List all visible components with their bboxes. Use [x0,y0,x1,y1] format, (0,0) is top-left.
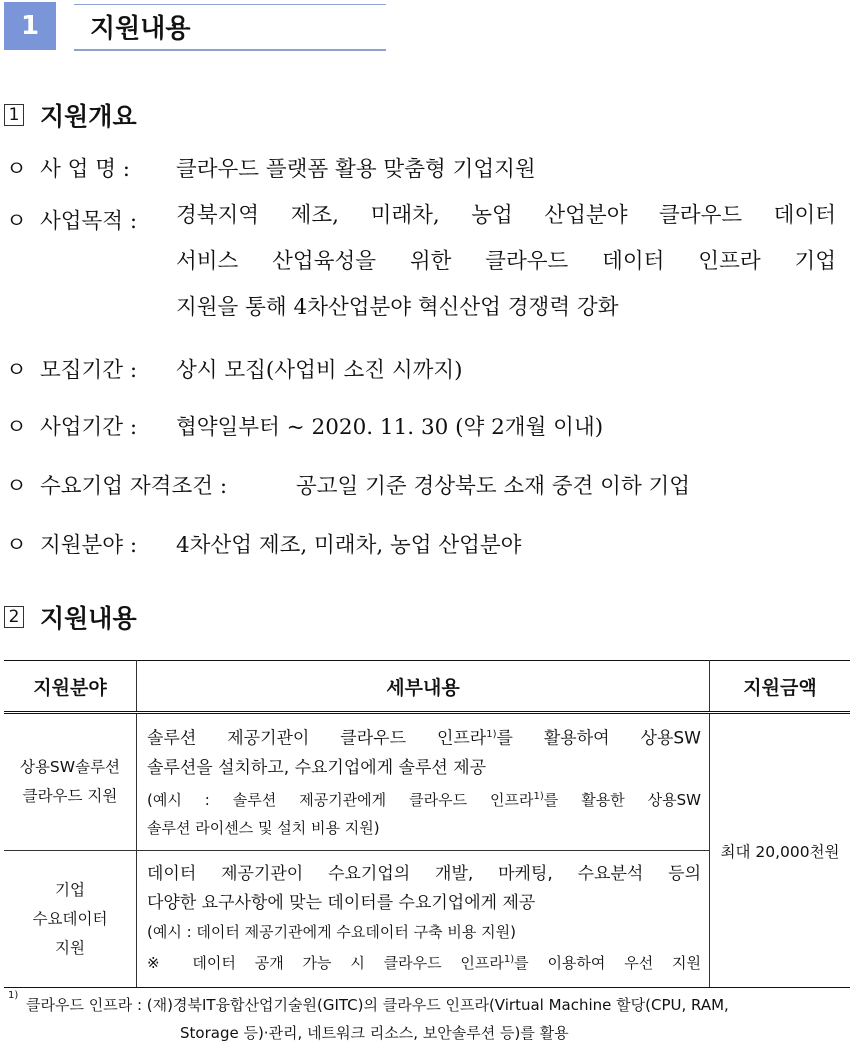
purpose-line: 지원을 통해 4차산업분야 혁신산업 경쟁력 강화 [176,295,619,320]
field-text: 기업 [55,880,85,899]
item-value: 공고일 기준 경상북도 소재 중견 이하 기업 [296,474,691,499]
field-text: 수요데이터 [32,909,108,928]
footnote-mark: 1) [8,990,19,1001]
section-number-box: 2 [4,606,24,628]
purpose-line: 서비스 산업육성을 위한 클라우드 데이터 인프라 기업 [176,249,836,274]
details-text: 를 활용하여 상용SW [496,728,701,749]
amount-cell: 최대 20,000천원 [710,713,851,988]
section-heading-details [4,599,137,635]
details-text: 를 이용하여 우선 지원 [514,953,702,972]
bullet: ㅇ [6,157,27,182]
details-line: 다양한 요구사항에 맞는 데이터를 수요기업에게 제공 [147,892,536,913]
details-text: 를 활용한 상용SW [543,790,701,809]
bullet: ㅇ [6,533,27,558]
item-label: 사업목적 : [40,209,138,234]
details-note-line [147,946,701,977]
header-bottom-rule [74,49,386,51]
item-label: 사 업 명 : [40,157,131,182]
details-cell [137,713,710,851]
field-cell [4,713,137,851]
column-header-field: 지원분야 [4,661,137,713]
section-title: 지원개요 [40,102,137,131]
bullet: ㅇ [6,474,27,499]
details-line: 데이터 제공기관이 수요기업의 개발, 마케팅, 수요분석 등의 [147,863,701,884]
details-line [147,720,701,754]
details-example-line: 솔루션 라이센스 및 설치 비용 지원) [147,818,380,837]
purpose-line: 경북지역 제조, 미래차, 농업 산업분야 클라우드 데이터 [176,203,836,228]
section-number-badge: 1 [4,2,56,50]
footnote-line: Storage 등)·관리, 네트워크 리소스, 보안솔루션 등)를 활용 [180,1024,569,1042]
field-text: 클라우드 지원 [22,787,118,805]
field-cell [4,851,137,988]
details-example-line: (예시 : 데이터 제공기관에게 수요데이터 구축 비용 지원) [147,922,516,941]
field-text: 상용SW솔루션 [19,758,121,776]
item-label: 모집기간 : [40,358,138,383]
bullet: ㅇ [6,209,27,234]
column-header-amount: 지원금액 [710,661,851,713]
section-title: 지원내용 [40,604,137,633]
footnote-line: 클라우드 인프라 : (재)경북IT융합산업기술원(GITC)의 클라우드 인프라(Virtual Machine 할당(CPU, RAM, [26,996,729,1014]
page-title: 지원내용 [90,14,191,44]
column-header-details: 세부내용 [137,661,710,713]
item-value: 협약일부터 ~ 2020. 11. 30 (약 2개월 이내) [176,415,604,440]
details-text: ※ 데이터 공개 가능 시 클라우드 인프라 [147,953,504,972]
details-text: (예시 : 솔루션 제공기관에게 클라우드 인프라 [147,790,534,809]
bullet: ㅇ [6,415,27,440]
item-value: 4차산업 제조, 미래차, 농업 산업분야 [176,533,522,558]
bullet: ㅇ [6,358,27,383]
header-top-rule [74,4,386,5]
section-number-box: 1 [4,104,24,126]
details-example-line [147,783,701,814]
details-cell [137,851,710,988]
details-line: 솔루션을 설치하고, 수요기업에게 솔루션 제공 [147,757,487,778]
support-details-table [4,660,850,988]
table-row [4,713,850,851]
item-value: 상시 모집(사업비 소진 시까지) [176,358,463,383]
item-label: 지원분야 : [40,533,138,558]
table-header-row [4,661,850,713]
item-value: 클라우드 플랫폼 활용 맞춤형 기업지원 [176,157,536,182]
section-heading-overview [4,97,137,133]
footnote-ref: 1) [533,790,544,802]
footnote-ref: 1) [503,953,515,965]
field-text: 지원 [55,938,85,957]
item-label: 사업기간 : [40,415,138,440]
item-value [176,193,836,331]
item-label: 수요기업 자격조건 : [40,474,228,499]
overview-item-purpose [6,204,840,344]
footnote-ref: 1) [486,729,497,741]
details-text: 솔루션 제공기관이 클라우드 인프라 [147,728,487,749]
